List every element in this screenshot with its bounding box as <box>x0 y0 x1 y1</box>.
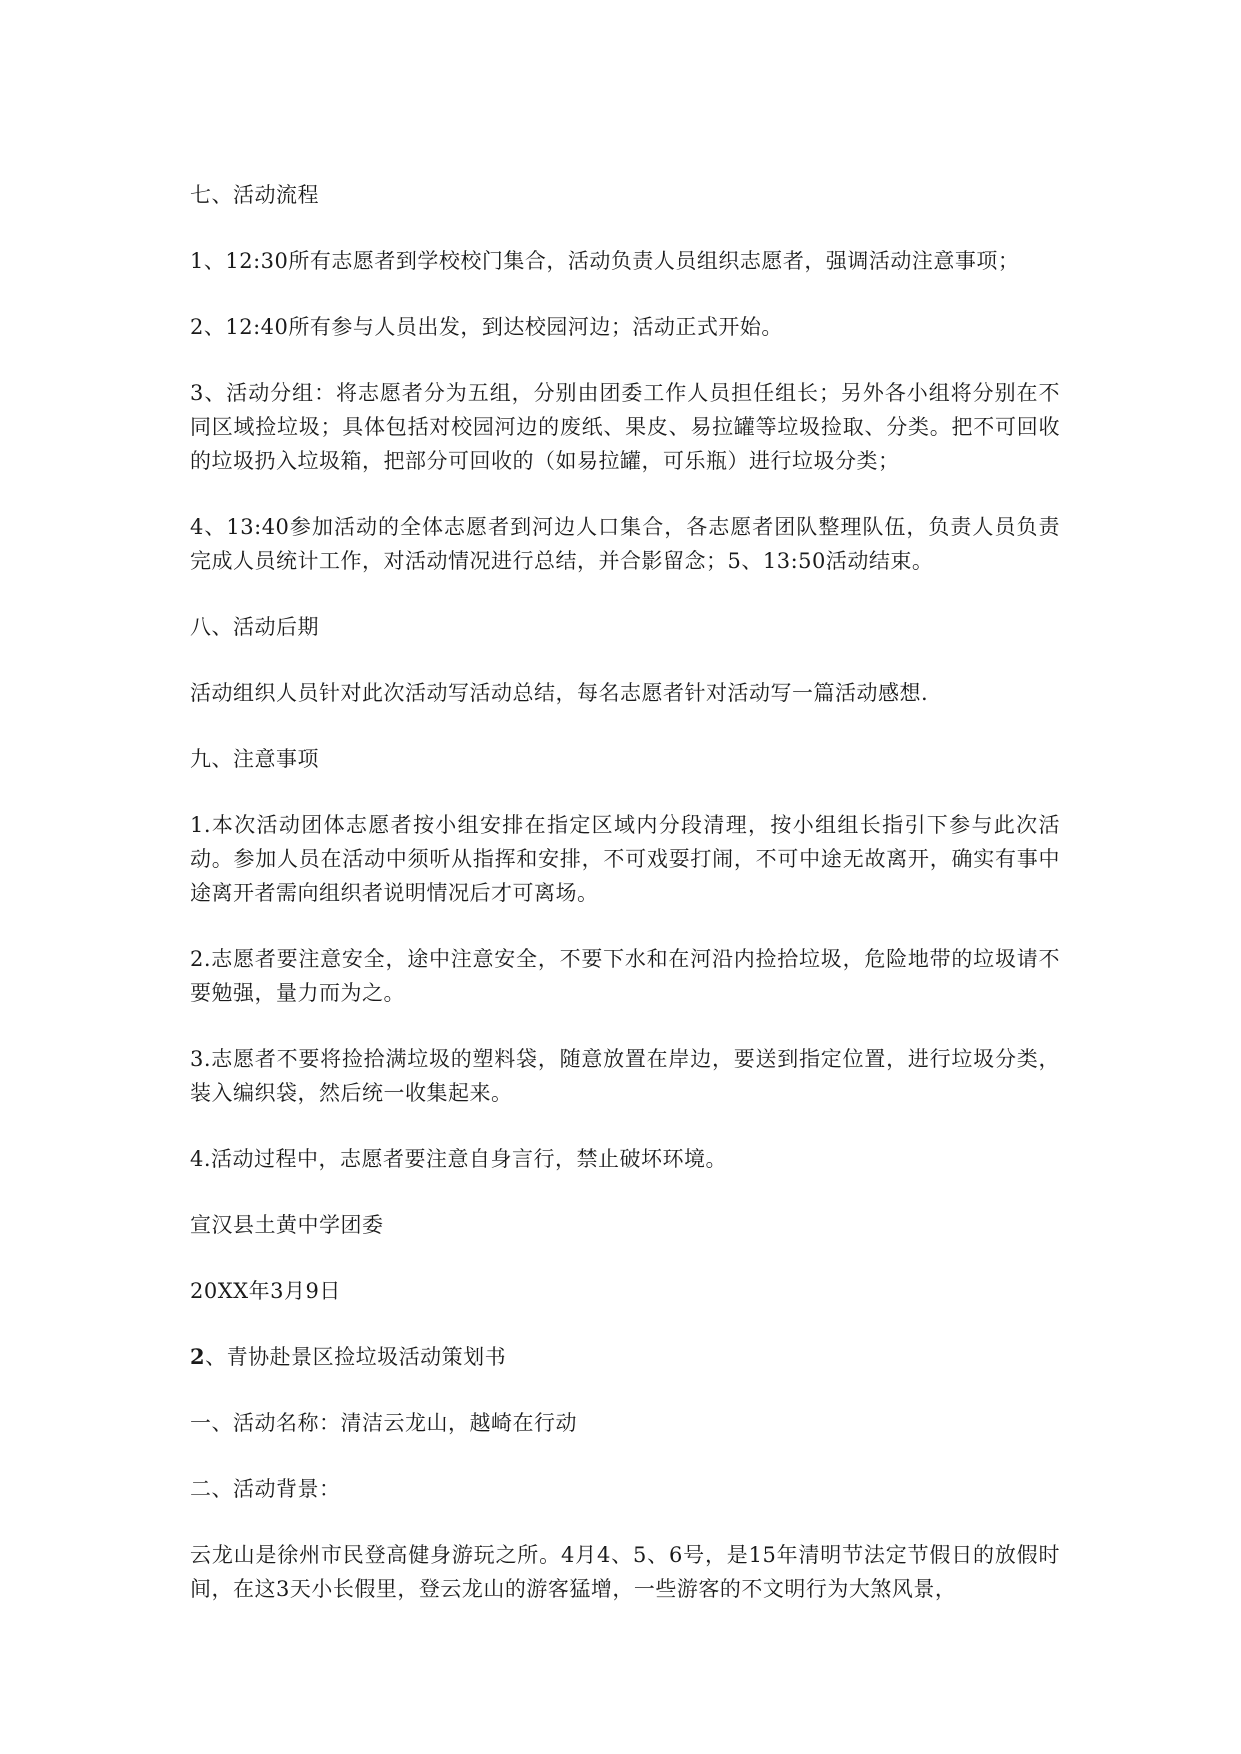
heading-activity-later: 八、活动后期 <box>190 615 319 639</box>
section-2-title <box>190 1340 1060 1374</box>
note-2: 2.志愿者要注意安全，途中注意安全，不要下水和在河沿内捡拾垃圾，危险地带的垃圾请不要勉强，量力而为之。 <box>190 947 1060 1005</box>
note-1: 1.本次活动团体志愿者按小组安排在指定区域内分段清理，按小组组长指引下参与此次活动。参加人员在活动中须听从指挥和安排，不可戏耍打闹，不可中途无故离开，确实有事中途离开者需向组织者说明情况后才可离场。 <box>190 813 1060 905</box>
activity-background-text: 云龙山是徐州市民登高健身游玩之所。4月4、5、6号，是15年清明节法定节假日的放假时间，在这3天小长假里，登云龙山的游客猛增，一些游客的不文明行为大煞风景， <box>190 1543 1060 1601</box>
note-3: 3.志愿者不要将捡拾满垃圾的塑料袋，随意放置在岸边，要送到指定位置，进行垃圾分类，装入编织袋，然后统一收集起来。 <box>190 1047 1060 1105</box>
heading-notes: 九、注意事项 <box>190 747 319 771</box>
section-2-number: 2 <box>190 1344 206 1369</box>
document-body <box>190 178 1060 1638</box>
process-step-2: 2、12:40所有参与人员出发，到达校园河边；活动正式开始。 <box>190 315 783 339</box>
section-2-title-text: 、青协赴景区捡垃圾活动策划书 <box>205 1345 507 1369</box>
heading-activity-background: 二、活动背景： <box>190 1477 341 1501</box>
process-step-1: 1、12:30所有志愿者到学校校门集合，活动负责人员组织志愿者，强调活动注意事项； <box>190 249 1020 273</box>
note-4: 4.活动过程中，志愿者要注意自身言行，禁止破坏环境。 <box>190 1147 728 1171</box>
activity-name: 一、活动名称：清洁云龙山，越崎在行动 <box>190 1411 577 1435</box>
process-step-3: 3、活动分组：将志愿者分为五组，分别由团委工作人员担任组长；另外各小组将分别在不同区域捡垃圾；具体包括对校园河边的废纸、果皮、易拉罐等垃圾捡取、分类。把不可回收的垃圾扔入垃圾箱，把部分可回收的（如易拉罐，可乐瓶）进行垃圾分类； <box>190 381 1060 473</box>
signature-org: 宣汉县土黄中学团委 <box>190 1213 384 1237</box>
heading-activity-process: 七、活动流程 <box>190 183 319 207</box>
signature-date: 20XX年3月9日 <box>190 1279 341 1303</box>
activity-later-text: 活动组织人员针对此次活动写活动总结，每名志愿者针对活动写一篇活动感想. <box>190 681 929 705</box>
process-step-4: 4、13:40参加活动的全体志愿者到河边人口集合，各志愿者团队整理队伍，负责人员负责完成人员统计工作，对活动情况进行总结，并合影留念；5、13:50活动结束。 <box>190 515 1060 573</box>
